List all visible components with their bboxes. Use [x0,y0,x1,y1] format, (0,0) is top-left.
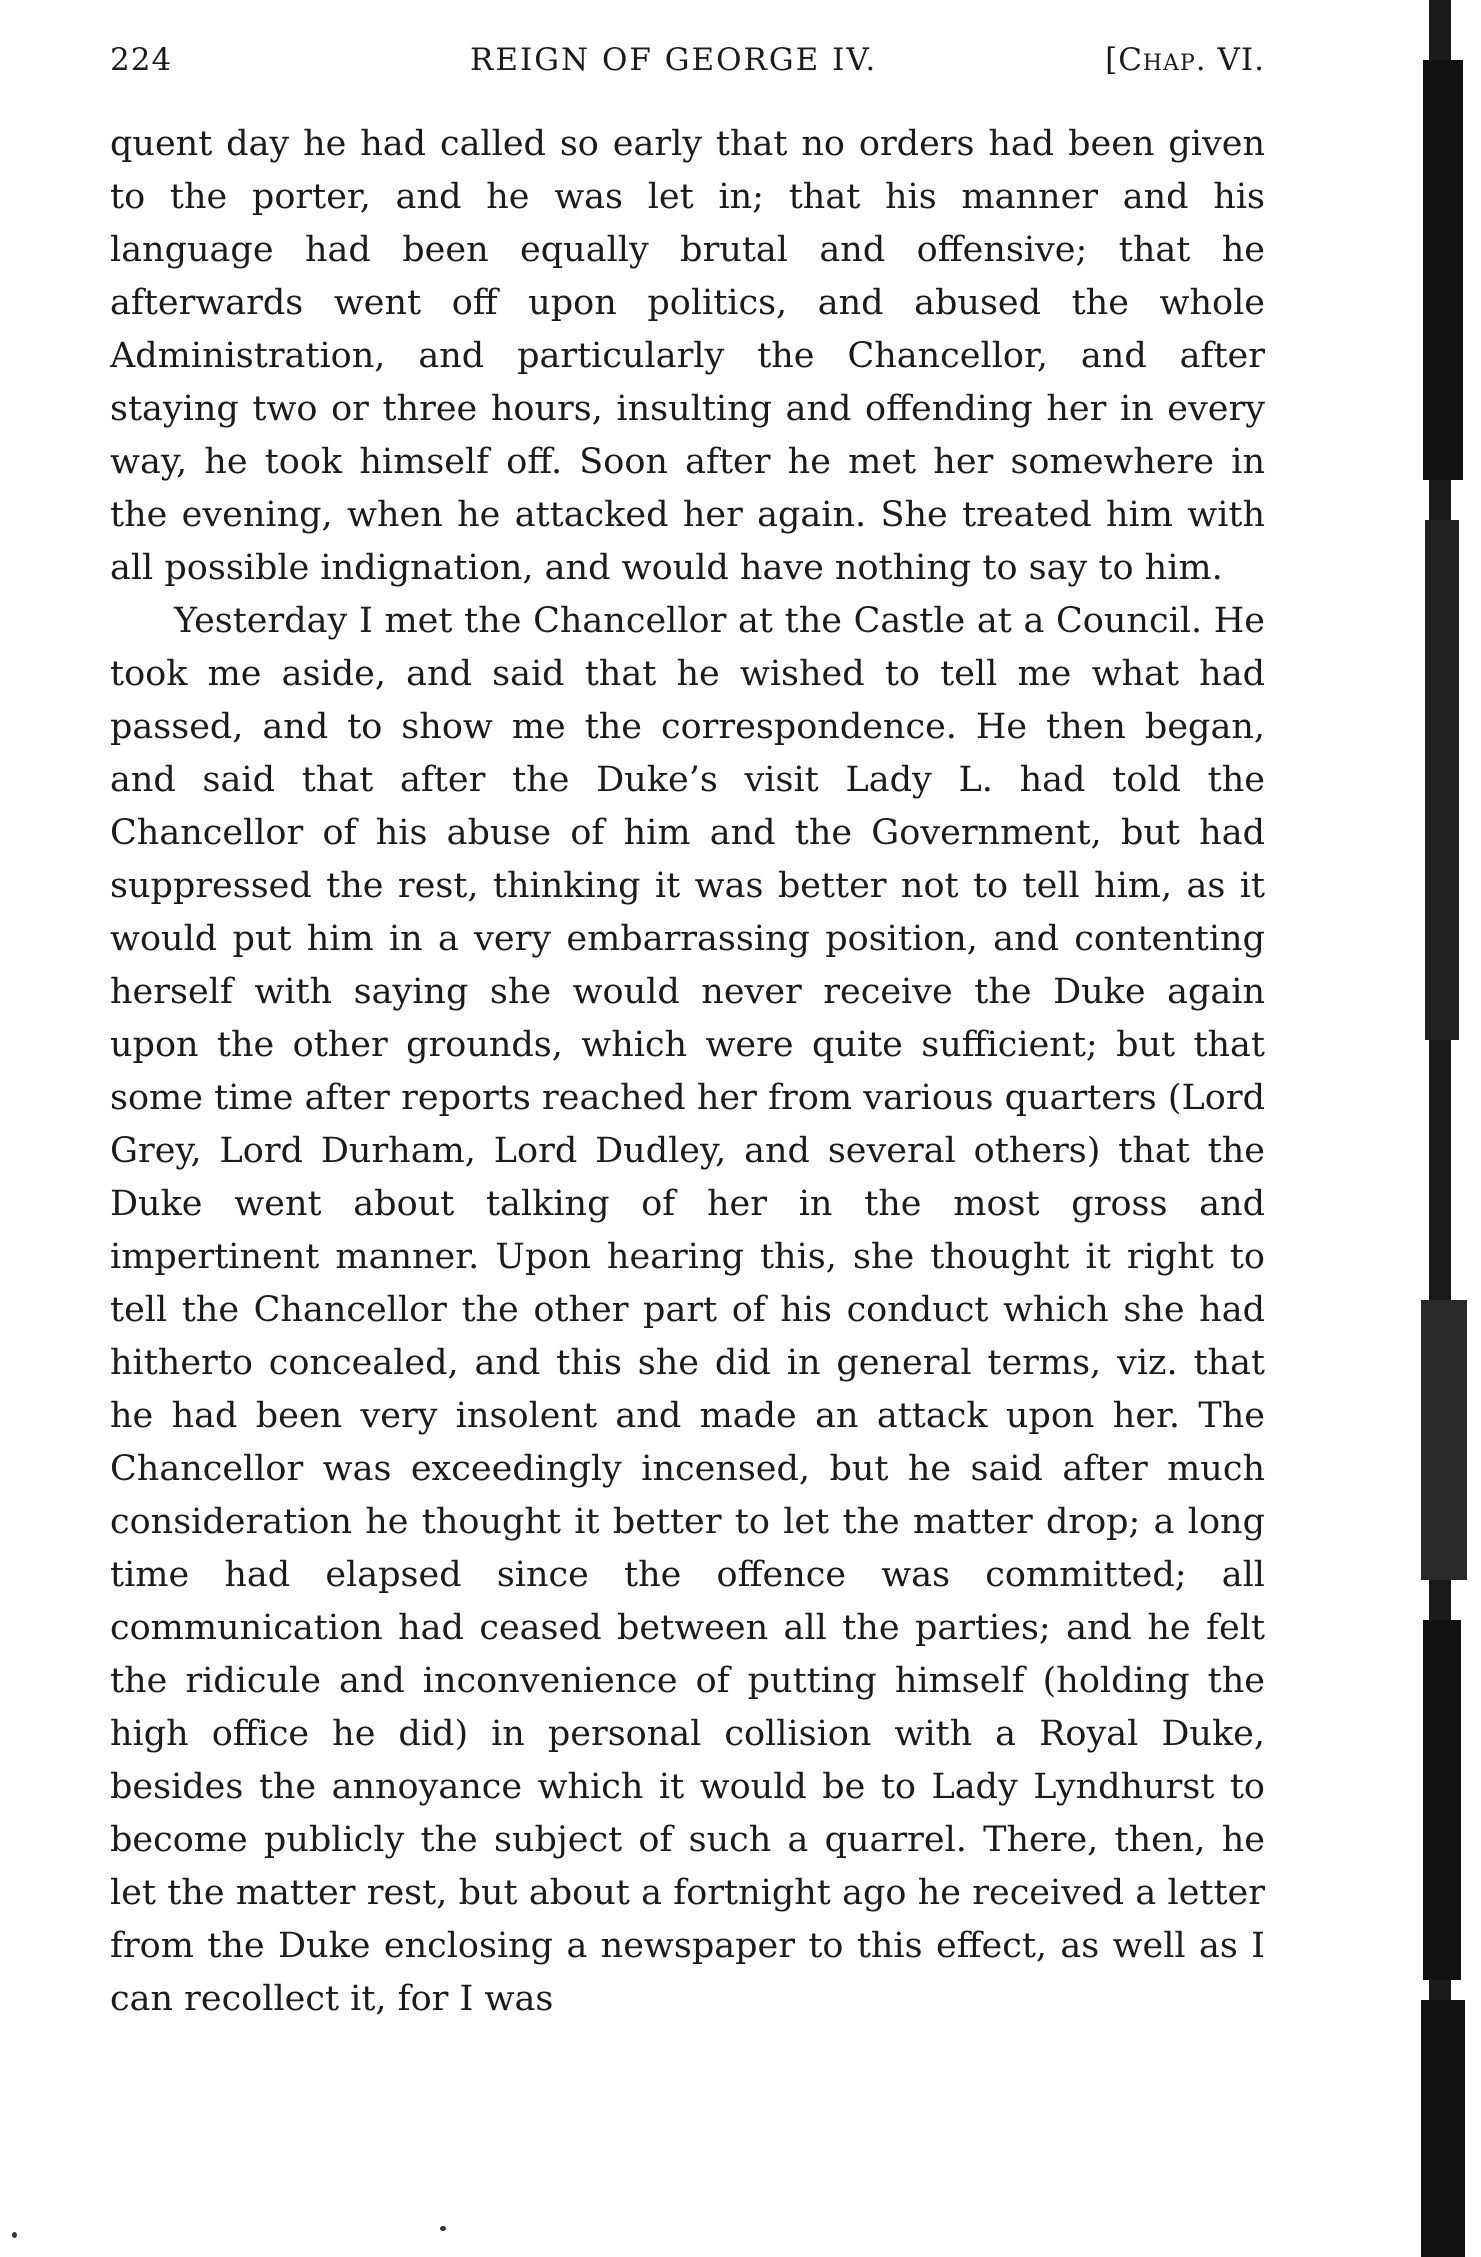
ink-speck [440,2226,446,2231]
ink-speck [12,2232,17,2238]
running-head [110,42,1265,86]
binding-edge-shadow [1415,0,1481,2257]
chapter-label: [Chap. VI. [1105,42,1265,78]
paragraph-yesterday: Yesterday I met the Chancellor at the Castle at a Council. He took me aside, and said that he wished to tell me what had passed, and to show me the correspondence. He then began, and said that after the Duke’s visit Lady L. had told the Chancellor of his abuse of him and the Government, but had suppressed the rest, thinking it was better not to tell him, as it would put him in a very embarrassing position, and contenting herself with saying she would never receive the Duke again upon the other grounds, which were quite sufficient; but that some time after reports reached her from various quarters (Lord Grey, Lord Durham, Lord Dudley, and several others) that the Duke went about talking of her in the most gross and impertinent manner. Upon hearing this, she thought it right to tell the Chancellor the other part of his conduct which she had hitherto concealed, and this she did in general terms, viz. that he had been very insolent and made an attack upon her. The Chancellor was exceedingly incensed, but he said after much consideration he thought it better to let the matter drop; a long time had elapsed since the offence was committed; all communication had ceased between all the parties; and he felt the ridicule and inconvenience of putting himself (holding the high office he did) in personal collision with a Royal Duke, besides the annoyance which it would be to Lady Lyndhurst to become publicly the subject of such a quarrel. There, then, he let the matter rest, but about a fortnight ago he received a letter from the Duke enclosing a newspaper to this effect, as well as I can recollect it, for I was [110,601,1265,2019]
body-text [110,118,1265,2026]
paragraph-continued: quent day he had called so early that no orders had been given to the porter, and he was let in; that his manner and his language had been equally brutal and offensive; that he afterwards went off upon politics, and abused the whole Administration, and particularly the Chancellor, and after staying two or three hours, insulting and offending her in every way, he took himself off. Soon after he met her somewhere in the evening, when he attacked her again. She treated him with all possible indignation, and would have nothing to say to him. [110,124,1265,588]
running-title: REIGN OF GEORGE IV. [470,42,878,78]
page-number: 224 [110,42,173,78]
